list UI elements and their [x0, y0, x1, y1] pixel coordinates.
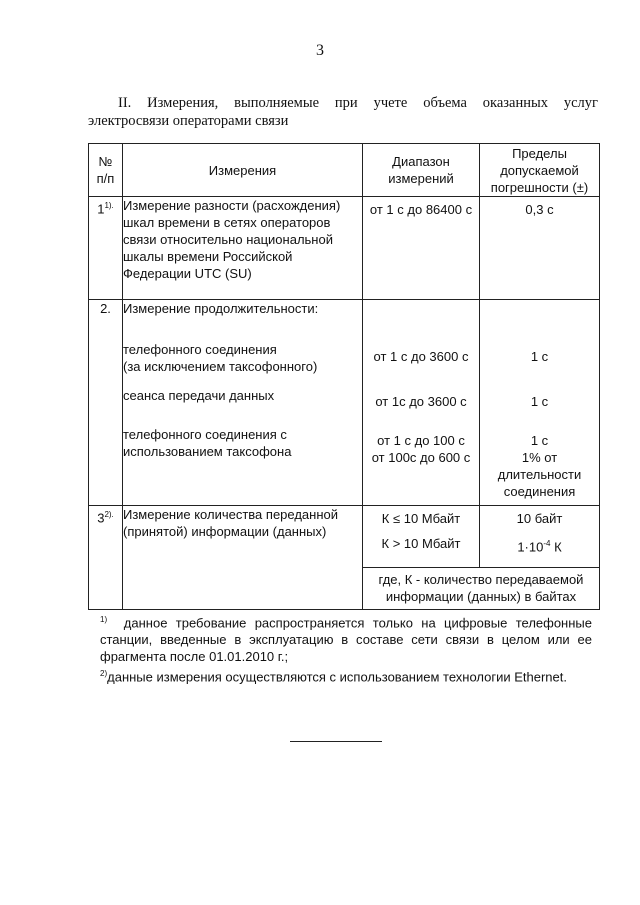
- row2-item1-line1: телефонного соединения: [123, 342, 277, 357]
- row1-num: $1^{1).}$: [89, 197, 123, 300]
- row2-item1-line2: (за исключением таксофонного): [123, 359, 318, 374]
- row2-item3-error1: 1 с: [530, 433, 549, 448]
- page-number: 3: [316, 42, 324, 59]
- row3-note: где, К - количество передаваемой информации (данных) в байтах: [363, 568, 600, 610]
- row3-measurement: Измерение количества переданной (принятой) информации (данных): [123, 506, 363, 610]
- row2-item3-line2: использованием таксофона: [123, 444, 292, 459]
- footnote-2: $^{2)}$данные измерения осуществляются с использованием технологии Ethernet.: [100, 669, 567, 685]
- row2-item3-error2: 1% от длительности соединения: [497, 450, 582, 499]
- header-error: Пределы допускаемой погрешности (±): [480, 144, 600, 197]
- footnotes: [100, 611, 592, 686]
- row3-range2: К > 10 Мбайт: [381, 536, 461, 551]
- row3-range: [363, 506, 480, 568]
- section-title-line2: электросвязи операторами связи: [88, 113, 289, 129]
- row2-error: [480, 300, 600, 506]
- row2-num: 2.: [89, 300, 123, 506]
- row2-item2-range: от 1с до 3600 с: [375, 394, 467, 409]
- row2-item2: сеанса передачи данных: [123, 388, 275, 403]
- section-title: [88, 94, 598, 130]
- measurements-table: [88, 143, 600, 610]
- footnote-1: $^{1)}$ данное требование распространяется только на цифровые телефонные станции, введенные в эксплуатацию в составе сети связи в целом или ее фрагмента после 01.01.2010 г.;: [100, 615, 592, 665]
- header-range: Диапазон измерений: [363, 144, 480, 197]
- row2-item3-line1: телефонного соединения с: [123, 427, 287, 442]
- row3-error1: 10 байт: [516, 511, 563, 526]
- row3-error: [480, 506, 600, 568]
- table-row: [89, 197, 600, 300]
- row2-measurement: [123, 300, 363, 506]
- row2-item2-error: 1 с: [530, 394, 549, 409]
- row2-item1-error: 1 с: [530, 349, 549, 364]
- row3-num: $3^{2).}$: [89, 506, 123, 610]
- row3-range1: К ≤ 10 Мбайт: [381, 511, 461, 526]
- row2-item3-range1: от 1 с до 100 с: [377, 433, 465, 448]
- row2-item3-range2: от 100с до 600 с: [371, 450, 471, 465]
- row1-measurement: Измерение разности (расхождения) шкал времени в сетях операторов связи относительно национальной шкалы времени Российской Федерации UTC (SU): [123, 197, 363, 300]
- row1-range: от 1 с до 86400 с: [363, 197, 480, 300]
- header-num: № п/п: [89, 144, 123, 197]
- table-row: [89, 300, 600, 506]
- header-measurement: Измерения: [123, 144, 363, 197]
- row2-range: [363, 300, 480, 506]
- section-title-line1: II. Измерения, выполняемые при учете объема оказанных услуг: [118, 95, 598, 111]
- row2-title: Измерение продолжительности:: [123, 301, 319, 316]
- row2-item1-range: от 1 с до 3600 с: [373, 349, 469, 364]
- row1-error: 0,3 с: [480, 197, 600, 300]
- table-header-row: [89, 144, 600, 197]
- table-row: [89, 506, 600, 568]
- end-rule: [290, 741, 382, 742]
- row3-error2: $1\cdot 10^{-4}$ К: [517, 539, 562, 555]
